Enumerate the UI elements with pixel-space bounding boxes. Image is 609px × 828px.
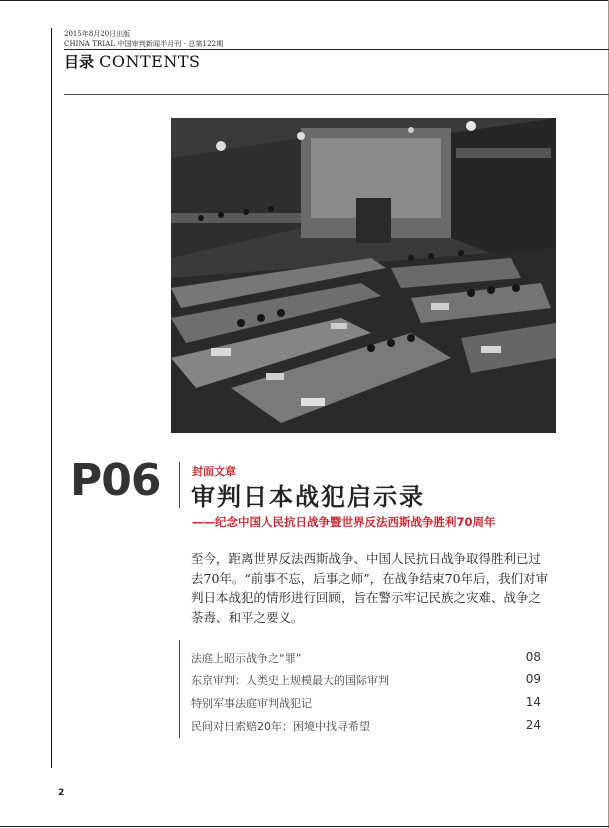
toc-item[interactable] [191, 650, 541, 668]
contents-heading-cn: 目录 [64, 53, 95, 71]
page-folio: 2 [58, 788, 65, 798]
feature-tag: 封面文章 [192, 465, 236, 478]
contents-heading-en: CONTENTS [99, 52, 201, 71]
toc-item-title: 特别军事法庭审判战犯记 [191, 697, 312, 710]
header-rule [64, 49, 609, 50]
toc-rule [179, 640, 180, 738]
header-rule-bottom [64, 94, 609, 95]
toc-item-page: 24 [525, 718, 541, 732]
feature-subtitle: ——纪念中国人民抗日战争暨世界反法西斯战争胜利70周年 [192, 515, 496, 529]
toc-item[interactable] [191, 695, 541, 713]
issue-date: 2015年8月20日出版 [64, 30, 131, 38]
toc-item-title: 民间对日索赔20年：困境中找寻希望 [191, 720, 370, 733]
publication-line: CHINA TRIAL 中国审判新闻半月刊 · 总第122期 [64, 40, 224, 48]
toc-item[interactable] [191, 718, 541, 736]
page-border-bottom [0, 826, 609, 827]
toc-item-page: 08 [525, 650, 541, 664]
toc-item-title: 东京审判：人类史上规模最大的国际审判 [191, 674, 389, 687]
feature-page-label: P06 [70, 455, 161, 506]
contents-heading [64, 51, 200, 72]
feature-summary: 至今，距离世界反法西斯战争、中国人民抗日战争取得胜利已过去70年。“前事不忘，后事之师”，在战争结束70年后，我们对审判日本战犯的情形进行回顾，旨在警示牢记民族之灾难、战争之荼毒、和平之要义。 [191, 551, 549, 625]
feature-title: 审判日本战犯启示录 [191, 483, 425, 511]
courtroom-photo-illustration [171, 118, 556, 433]
courtroom-photo [171, 118, 556, 433]
page-border-top [0, 0, 609, 1]
feature-rule [179, 462, 180, 508]
toc-item[interactable] [191, 672, 541, 690]
toc-item-page: 09 [525, 672, 541, 686]
toc-item-title: 法庭上昭示战争之“罪” [191, 652, 302, 665]
toc-item-page: 14 [525, 695, 541, 709]
margin-rule [51, 28, 52, 768]
